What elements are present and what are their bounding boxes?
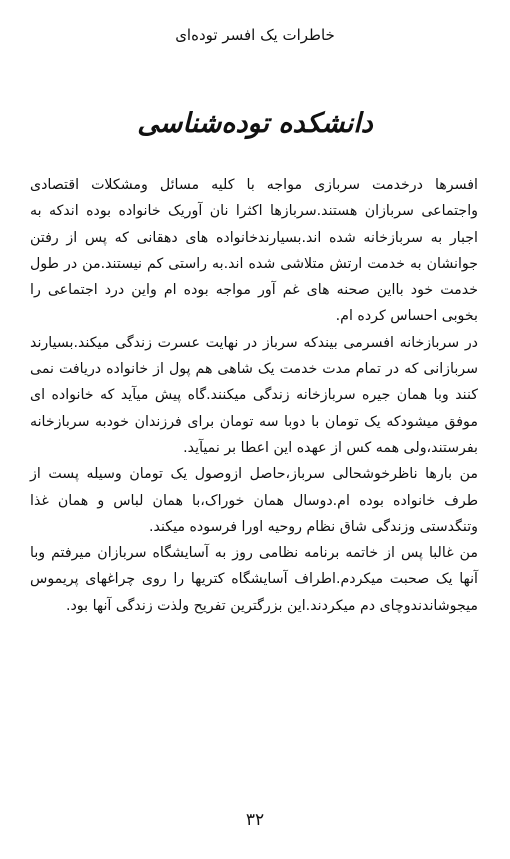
chapter-title: دانشکده توده‌شناسی xyxy=(137,108,373,139)
paragraph: من غالبا پس از خاتمه برنامه نظامی روز به آسایشگاه سربازان میرفتم وبا آنها یک صحبت میکردم.اطراف آسایشگاه کتریها را روی چراغهای پریموس میجوشاندندوچای دم میکردند.این بزرگترین تفریح ولذت زندگی آنها بود. xyxy=(30,545,478,614)
paragraph: افسرها درخدمت سربازی مواجه با کلیه مسائل ومشکلات اقتصادی واجتماعی سربازان هستند.سربازها اکثرا نان آوریک خانواده بوده اندکه به اجبار به سربازخانه شده اند.بسیارندخانواده های دهقانی که پس از رفتن جوانشان به خدمت ارتش متلاشی شده اند.به راستی کم نیستند.من در طول خدمت خود بااین صحنه های غم آور مواجه بوده ام واین درد اجتماعی را بخوبی احساس کرده ام. xyxy=(30,177,478,325)
page-number: ۳۲ xyxy=(245,810,265,830)
paragraph: من بارها ناظرخوشحالی سرباز،حاصل ازوصول یک تومان وسیله پست از طرف خانواده بوده ام.دوسال همان خوراک،با همان لباس و همان غذا وتنگدستی وزندگی شاق نظام روحیه اورا فرسوده میکند. xyxy=(30,466,478,535)
paragraph: در سربازخانه افسرمی بیندکه سرباز در نهایت عسرت زندگی میکند.بسیارند سربازانی که در تمام مدت خدمت یک شاهی هم پول از خانواده دریافت نمی کنند وبا همان جیره سربازخانه زندگی میکنند.گاه پیش میآید که خانواده ای موفق میشودکه یک تومان با دوبا سه تومان برای فرزندان خودبه سربازخانه بفرستند،ولی همه کس از عهده این اعطا بر نمیآید. xyxy=(30,334,478,456)
running-head: خاطرات یک افسر توده‌ای xyxy=(175,26,335,44)
body-text xyxy=(30,172,478,619)
